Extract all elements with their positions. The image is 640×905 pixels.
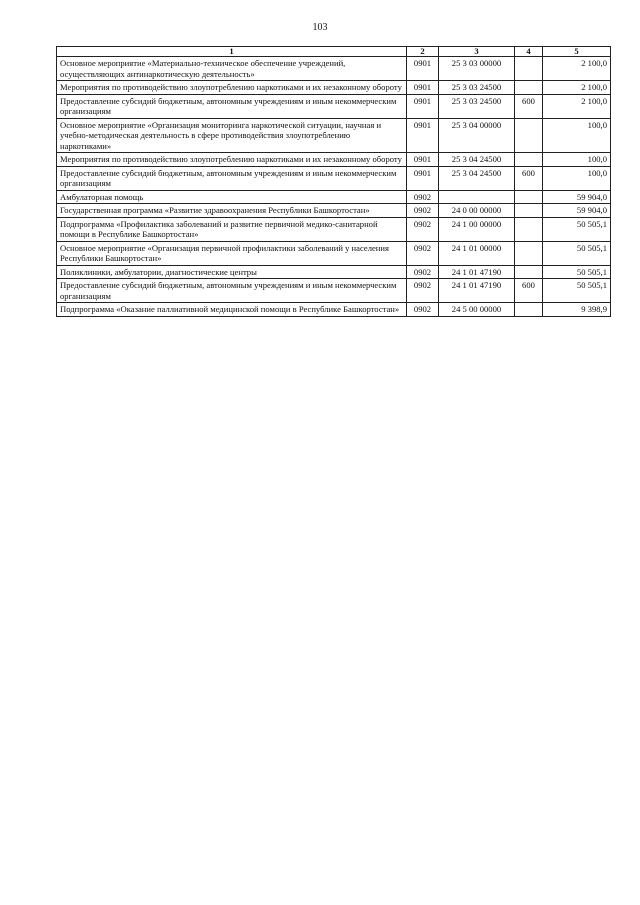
row-target: 24 5 00 00000: [439, 303, 515, 317]
row-section: 0902: [407, 279, 439, 303]
row-amount: 50 505,1: [543, 279, 611, 303]
row-amount: 50 505,1: [543, 265, 611, 279]
row-expense-type: 600: [515, 94, 543, 118]
table-row: [57, 265, 611, 279]
row-name: Основное мероприятие «Материально-техническое обеспечение учреждений, осуществляющих антинаркотическую деятельность»: [57, 57, 407, 81]
row-target: 24 0 00 00000: [439, 204, 515, 218]
row-expense-type: [515, 241, 543, 265]
row-name: Предоставление субсидий бюджетным, автономным учреждениям и иным некоммерческим организациям: [57, 279, 407, 303]
row-section: 0901: [407, 57, 439, 81]
row-target: 24 1 00 00000: [439, 217, 515, 241]
row-amount: 2 100,0: [543, 94, 611, 118]
row-amount: 2 100,0: [543, 57, 611, 81]
table-row: [57, 118, 611, 153]
row-amount: 100,0: [543, 118, 611, 153]
row-amount: 50 505,1: [543, 241, 611, 265]
row-name: Государственная программа «Развитие здравоохранения Республики Башкортостан»: [57, 204, 407, 218]
table-row: [57, 217, 611, 241]
table-row: [57, 303, 611, 317]
row-section: 0901: [407, 166, 439, 190]
header-row: [57, 47, 611, 57]
row-name: Мероприятия по противодействию злоупотреблению наркотиками и их незаконному обороту: [57, 81, 407, 95]
row-target: 24 1 01 00000: [439, 241, 515, 265]
row-amount: 2 100,0: [543, 81, 611, 95]
row-amount: 59 904,0: [543, 204, 611, 218]
table-row: [57, 94, 611, 118]
row-name: Предоставление субсидий бюджетным, автономным учреждениям и иным некоммерческим организациям: [57, 94, 407, 118]
row-amount: 59 904,0: [543, 190, 611, 204]
row-name: Подпрограмма «Оказание паллиативной медицинской помощи в Республике Башкортостан»: [57, 303, 407, 317]
row-name: Поликлиники, амбулатории, диагностические центры: [57, 265, 407, 279]
row-amount: 9 398,9: [543, 303, 611, 317]
row-target: 24 1 01 47190: [439, 279, 515, 303]
row-section: 0902: [407, 265, 439, 279]
row-expense-type: [515, 81, 543, 95]
row-target: [439, 190, 515, 204]
row-target: 25 3 04 00000: [439, 118, 515, 153]
row-name: Основное мероприятие «Организация мониторинга наркотической ситуации, научная и учебно-методическая деятельность в сфере противодействия злоупотреблению наркотиками»: [57, 118, 407, 153]
row-section: 0901: [407, 153, 439, 167]
row-expense-type: [515, 57, 543, 81]
row-expense-type: [515, 204, 543, 218]
table-row: [57, 81, 611, 95]
row-target: 25 3 04 24500: [439, 153, 515, 167]
table-row: [57, 241, 611, 265]
row-name: Основное мероприятие «Организация первичной профилактики заболеваний у населения Республики Башкортостан»: [57, 241, 407, 265]
row-section: 0901: [407, 81, 439, 95]
row-target: 25 3 03 24500: [439, 94, 515, 118]
header-col-2: 2: [407, 47, 439, 57]
row-name: Предоставление субсидий бюджетным, автономным учреждениям и иным некоммерческим организациям: [57, 166, 407, 190]
row-amount: 100,0: [543, 166, 611, 190]
row-expense-type: [515, 303, 543, 317]
row-expense-type: [515, 118, 543, 153]
table-row: [57, 190, 611, 204]
table-row: [57, 166, 611, 190]
header-col-1: 1: [57, 47, 407, 57]
table-row: [57, 279, 611, 303]
table-row: [57, 204, 611, 218]
row-section: 0901: [407, 94, 439, 118]
row-section: 0901: [407, 118, 439, 153]
page-number: 103: [312, 22, 328, 33]
row-section: 0902: [407, 204, 439, 218]
row-name: Мероприятия по противодействию злоупотреблению наркотиками и их незаконному обороту: [57, 153, 407, 167]
row-expense-type: [515, 153, 543, 167]
row-section: 0902: [407, 241, 439, 265]
row-target: 24 1 01 47190: [439, 265, 515, 279]
row-expense-type: 600: [515, 166, 543, 190]
row-amount: 100,0: [543, 153, 611, 167]
table-row: [57, 153, 611, 167]
row-expense-type: [515, 265, 543, 279]
row-section: 0902: [407, 190, 439, 204]
row-target: 25 3 04 24500: [439, 166, 515, 190]
header-col-5: 5: [543, 47, 611, 57]
row-target: 25 3 03 24500: [439, 81, 515, 95]
table-row: [57, 57, 611, 81]
row-expense-type: [515, 190, 543, 204]
row-section: 0902: [407, 217, 439, 241]
row-amount: 50 505,1: [543, 217, 611, 241]
row-expense-type: [515, 217, 543, 241]
header-col-3: 3: [439, 47, 515, 57]
row-target: 25 3 03 00000: [439, 57, 515, 81]
row-section: 0902: [407, 303, 439, 317]
budget-table: [56, 46, 611, 317]
row-expense-type: 600: [515, 279, 543, 303]
row-name: Подпрограмма «Профилактика заболеваний и развитие первичной медико-санитарной помощи в Республике Башкортостан»: [57, 217, 407, 241]
header-col-4: 4: [515, 47, 543, 57]
row-name: Амбулаторная помощь: [57, 190, 407, 204]
